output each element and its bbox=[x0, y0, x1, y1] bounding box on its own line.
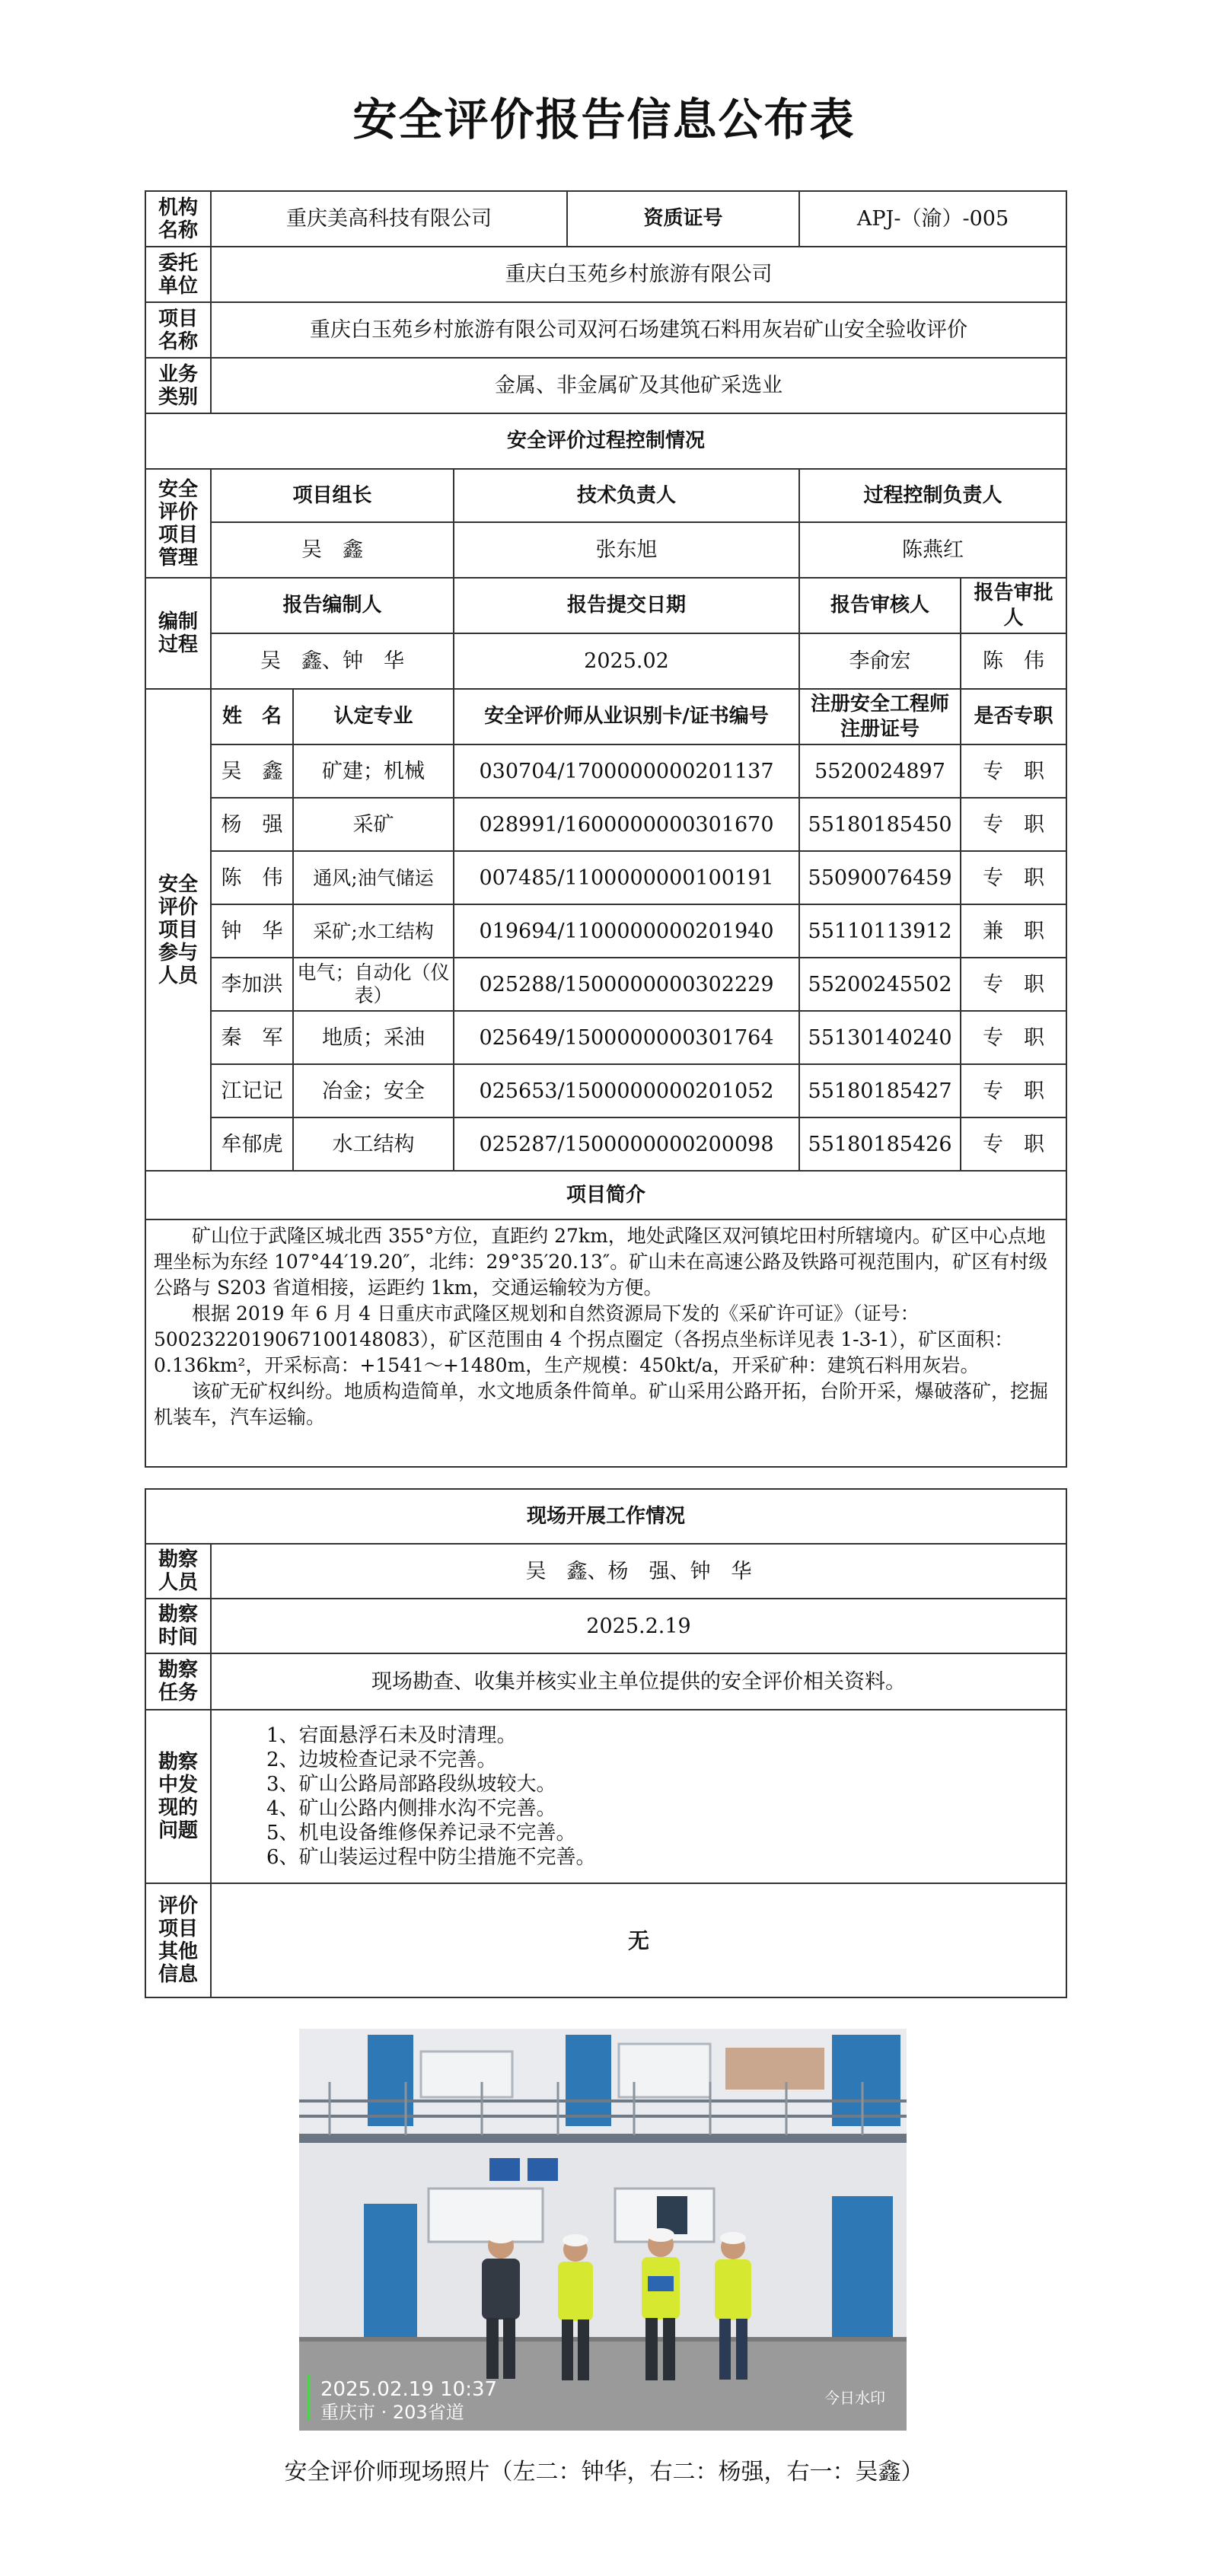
summary-paragraph: 矿山位于武隆区城北西 355°方位，直距约 27km，地处武隆区双河镇坨田村所辖境内。矿区中心点地理坐标为东经 107°44′19.20″，北纬：29°35′20.13″。矿山未在高速公路及铁路可视范围内，矿区有村级公路与 S203 省道相接，运距约 1km，交通运输较为方便。 bbox=[154, 1225, 1048, 1299]
cert-value: APJ-（渝）-005 bbox=[799, 191, 1066, 247]
cert-label: 资质证号 bbox=[567, 191, 799, 247]
member-fulltime: 兼 职 bbox=[961, 904, 1066, 958]
members-header-fulltime: 是否专职 bbox=[961, 689, 1066, 744]
issues-list bbox=[215, 1723, 1063, 1870]
site-photo bbox=[299, 2029, 907, 2431]
member-name: 陈 伟 bbox=[211, 851, 293, 904]
member-row bbox=[145, 851, 1066, 904]
summary-heading: 项目简介 bbox=[145, 1171, 1066, 1219]
time-value: 2025.2.19 bbox=[211, 1599, 1066, 1653]
field-work-table bbox=[145, 1488, 1067, 1998]
project-value: 重庆白玉苑乡村旅游有限公司双河石场建筑石料用灰岩矿山安全验收评价 bbox=[211, 302, 1066, 358]
member-major: 矿建；机械 bbox=[293, 744, 454, 798]
member-reg: 55130140240 bbox=[799, 1011, 961, 1064]
mgmt-header-control: 过程控制负责人 bbox=[799, 469, 1066, 522]
staff-label: 勘察人员 bbox=[145, 1544, 211, 1599]
org-value: 重庆美高科技有限公司 bbox=[211, 191, 567, 247]
member-name: 杨 强 bbox=[211, 798, 293, 851]
member-major: 冶金；安全 bbox=[293, 1064, 454, 1117]
mgmt-label: 安全评价项目管理 bbox=[145, 469, 211, 578]
photo-location: 重庆市 · 203省道 bbox=[320, 2402, 464, 2423]
summary-paragraph: 该矿无矿权纠纷。地质构造简单，水文地质条件简单。矿山采用公路开拓，台阶开采，爆破落矿，挖掘机装车，汽车运输。 bbox=[154, 1380, 1049, 1428]
staff-value: 吴 鑫、杨 强、钟 华 bbox=[211, 1544, 1066, 1599]
client-value: 重庆白玉苑乡村旅游有限公司 bbox=[211, 247, 1066, 302]
member-row bbox=[145, 1011, 1066, 1064]
member-name: 秦 军 bbox=[211, 1011, 293, 1064]
member-fulltime: 专 职 bbox=[961, 1064, 1066, 1117]
compile-header-reviewer: 报告审核人 bbox=[799, 578, 961, 633]
compile-value-author: 吴 鑫、钟 华 bbox=[211, 633, 454, 689]
member-reg: 5520024897 bbox=[799, 744, 961, 798]
member-major: 采矿;水工结构 bbox=[293, 904, 454, 958]
member-fulltime: 专 职 bbox=[961, 798, 1066, 851]
member-row bbox=[145, 958, 1066, 1011]
member-name: 钟 华 bbox=[211, 904, 293, 958]
photo-timestamp: 2025.02.19 10:37 bbox=[320, 2378, 498, 2401]
issue-item: 6、矿山装运过程中防尘措施不完善。 bbox=[266, 1846, 596, 1869]
member-reg: 55180185427 bbox=[799, 1064, 961, 1117]
compile-value-date: 2025.02 bbox=[454, 633, 799, 689]
mgmt-value-tech: 张东旭 bbox=[454, 522, 799, 578]
member-reg: 55200245502 bbox=[799, 958, 961, 1011]
mgmt-header-leader: 项目组长 bbox=[211, 469, 454, 522]
issue-item: 3、矿山公路局部路段纵坡较大。 bbox=[266, 1773, 556, 1796]
member-fulltime: 专 职 bbox=[961, 851, 1066, 904]
member-major: 水工结构 bbox=[293, 1117, 454, 1171]
compile-label: 编制过程 bbox=[145, 578, 211, 689]
summary-body bbox=[145, 1219, 1066, 1467]
member-card: 030704/1700000000201137 bbox=[454, 744, 799, 798]
issue-item: 4、矿山公路内侧排水沟不完善。 bbox=[266, 1797, 556, 1820]
member-card: 025653/1500000000201052 bbox=[454, 1064, 799, 1117]
mgmt-header-tech: 技术负责人 bbox=[454, 469, 799, 522]
site-photo-illustration bbox=[299, 2029, 907, 2431]
members-header-reg: 注册安全工程师注册证号 bbox=[799, 689, 961, 744]
member-major: 采矿 bbox=[293, 798, 454, 851]
member-name: 江记记 bbox=[211, 1064, 293, 1117]
compile-header-date: 报告提交日期 bbox=[454, 578, 799, 633]
time-label: 勘察时间 bbox=[145, 1599, 211, 1653]
member-card: 019694/1100000000201940 bbox=[454, 904, 799, 958]
member-name: 李加洪 bbox=[211, 958, 293, 1011]
member-row bbox=[145, 798, 1066, 851]
member-fulltime: 专 职 bbox=[961, 744, 1066, 798]
member-card: 025288/1500000000302229 bbox=[454, 958, 799, 1011]
member-fulltime: 专 职 bbox=[961, 958, 1066, 1011]
business-value: 金属、非金属矿及其他矿采选业 bbox=[211, 358, 1066, 413]
member-reg: 55110113912 bbox=[799, 904, 961, 958]
compile-header-author: 报告编制人 bbox=[211, 578, 454, 633]
member-fulltime: 专 职 bbox=[961, 1117, 1066, 1171]
photo-watermark: 今日水印 bbox=[824, 2389, 885, 2407]
compile-header-approver: 报告审批人 bbox=[961, 578, 1066, 633]
project-label: 项目名称 bbox=[145, 302, 211, 358]
member-reg: 55180185426 bbox=[799, 1117, 961, 1171]
member-major: 通风;油气储运 bbox=[293, 851, 454, 904]
issues-label: 勘察中发现的问题 bbox=[145, 1710, 211, 1883]
issue-item: 1、宕面悬浮石未及时清理。 bbox=[266, 1724, 517, 1747]
member-reg: 55090076459 bbox=[799, 851, 961, 904]
member-reg: 55180185450 bbox=[799, 798, 961, 851]
member-row bbox=[145, 904, 1066, 958]
process-heading: 安全评价过程控制情况 bbox=[145, 413, 1066, 469]
member-row bbox=[145, 1064, 1066, 1117]
summary-paragraph: 根据 2019 年 6 月 4 日重庆市武隆区规划和自然资源局下发的《采矿许可证》（证号：5002322019067100148083），矿区范围由 4 个拐点圈定（各拐点坐标详见表 1-3-1），矿区面积：0.136km²，开采标高：+1541～+1480m，生产规模：450kt/a，开采矿种：建筑石料用灰岩。 bbox=[154, 1302, 1014, 1376]
other-label: 评价项目其他信息 bbox=[145, 1883, 211, 1997]
member-name: 牟郁虎 bbox=[211, 1117, 293, 1171]
document-title: 安全评价报告信息公布表 bbox=[352, 94, 856, 145]
member-card: 025649/1500000000301764 bbox=[454, 1011, 799, 1064]
member-major: 地质；采油 bbox=[293, 1011, 454, 1064]
client-label: 委托单位 bbox=[145, 247, 211, 302]
member-card: 007485/1100000000100191 bbox=[454, 851, 799, 904]
business-label: 业务类别 bbox=[145, 358, 211, 413]
member-name: 吴 鑫 bbox=[211, 744, 293, 798]
members-header-name: 姓 名 bbox=[211, 689, 293, 744]
member-row bbox=[145, 1117, 1066, 1171]
member-major: 电气；自动化（仪表） bbox=[293, 958, 454, 1011]
issues-cell bbox=[211, 1710, 1066, 1883]
members-label: 安全评价项目参与人员 bbox=[145, 689, 211, 1171]
members-header-card: 安全评价师从业识别卡/证书编号 bbox=[454, 689, 799, 744]
member-row bbox=[145, 744, 1066, 798]
issue-item: 2、边坡检查记录不完善。 bbox=[266, 1749, 497, 1771]
compile-value-approver: 陈 伟 bbox=[961, 633, 1066, 689]
member-card: 028991/1600000000301670 bbox=[454, 798, 799, 851]
issue-item: 5、机电设备维修保养记录不完善。 bbox=[266, 1822, 576, 1844]
mgmt-value-control: 陈燕红 bbox=[799, 522, 1066, 578]
compile-value-reviewer: 李俞宏 bbox=[799, 633, 961, 689]
other-value: 无 bbox=[211, 1883, 1066, 1997]
member-fulltime: 专 职 bbox=[961, 1011, 1066, 1064]
field-heading: 现场开展工作情况 bbox=[145, 1489, 1066, 1544]
member-card: 025287/1500000000200098 bbox=[454, 1117, 799, 1171]
members-header-major: 认定专业 bbox=[293, 689, 454, 744]
task-value: 现场勘查、收集并核实业主单位提供的安全评价相关资料。 bbox=[211, 1653, 1066, 1710]
task-label: 勘察任务 bbox=[145, 1653, 211, 1710]
org-label: 机构名称 bbox=[145, 191, 211, 247]
photo-caption: 安全评价师现场照片（左二：钟华，右二：杨强，右一：吴鑫） bbox=[284, 2459, 924, 2485]
mgmt-value-leader: 吴 鑫 bbox=[211, 522, 454, 578]
main-info-table bbox=[145, 190, 1067, 1468]
